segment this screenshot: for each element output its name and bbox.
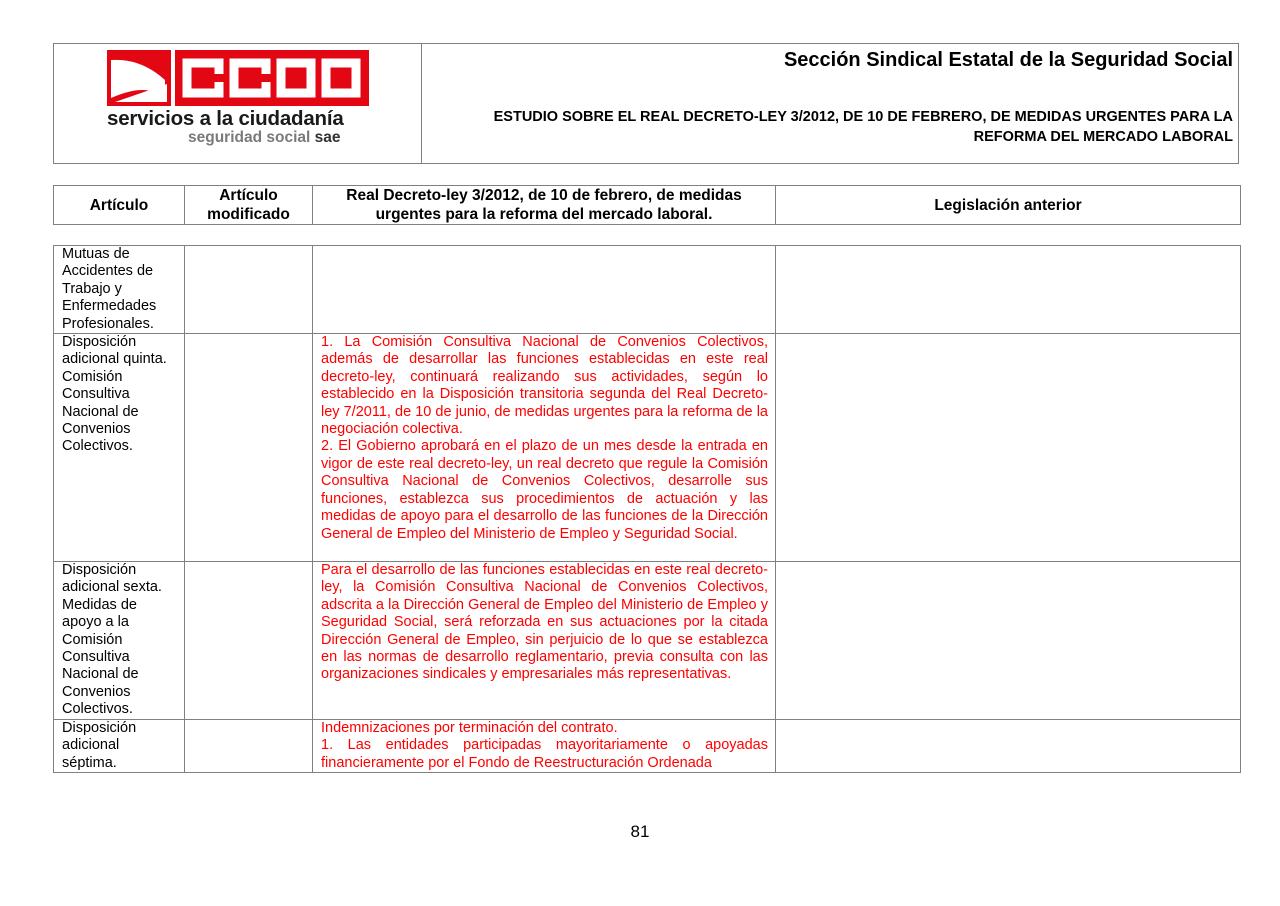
cell-modificado	[185, 720, 313, 773]
page-title: Sección Sindical Estatal de la Seguridad Social	[783, 49, 1233, 71]
page-number: 81	[630, 822, 650, 841]
paragraph: 1. Las entidades participadas mayoritariamente o apoyadas financieramente por el Fondo de Reestructuración Ordenada	[321, 737, 768, 771]
cell-articulo: Mutuas de Accidentes de Trabajo y Enfermedades Profesionales.	[54, 246, 185, 334]
logo-subtagline: seguridad social sae	[188, 129, 341, 146]
column-header-legislacion: Legislación anterior	[776, 186, 1241, 225]
cell-anterior	[776, 334, 1241, 562]
paragraph: Indemnizaciones por terminación del contrato.	[321, 720, 618, 737]
cell-articulo: Disposición adicional quinta. Comisión Consultiva Nacional de Convenios Colectivos.	[54, 334, 185, 562]
column-header-real-decreto: Real Decreto-ley 3/2012, de 10 de febrero, de medidas urgentes para la reforma del mercado laboral.	[313, 186, 776, 225]
cell-articulo: Disposición adicional séptima.	[54, 720, 185, 773]
header-title-area	[422, 44, 1238, 163]
logo-tagline: servicios a la ciudadanía	[107, 107, 344, 130]
cell-texto	[313, 562, 776, 720]
cell-texto	[313, 720, 776, 773]
cell-texto	[313, 246, 776, 334]
cell-articulo: Disposición adicional sexta. Medidas de apoyo a la Comisión Consultiva Nacional de Convenios Colectivos.	[54, 562, 185, 720]
paragraph: Para el desarrollo de las funciones establecidas en este real decreto-ley, la Comisión Consultiva Nacional de Convenios Colectivos, adscrita a la Dirección General de Empleo del Ministerio de Empleo y Seguridad Social, será reforzada en sus actuaciones por la citada Dirección General de Empleo, sin perjuicio de lo que se establezca en las normas de desarrollo reglamentario, previa consulta con las organizaciones sindicales y empresariales más representativas.	[321, 562, 768, 683]
table-row	[54, 246, 1241, 334]
table-row	[54, 334, 1241, 562]
cell-texto	[313, 334, 776, 562]
column-header-modificado: Artículo modificado	[185, 186, 313, 225]
table-row	[54, 562, 1241, 720]
column-header-articulo: Artículo	[54, 186, 185, 225]
cell-modificado	[185, 334, 313, 562]
document-header	[53, 43, 1239, 164]
ccoo-logo-icon	[107, 50, 369, 106]
cell-modificado	[185, 246, 313, 334]
table-row	[54, 720, 1241, 773]
cell-modificado	[185, 562, 313, 720]
paragraph: 1. La Comisión Consultiva Nacional de Convenios Colectivos, además de desarrollar las funciones establecidas en este real decreto-ley, continuará realizando sus actividades, según lo establecido en la Disposición transitoria segunda del Real Decreto-ley 7/2011, de 10 de junio, de medidas urgentes para la reforma de la negociación colectiva.	[321, 334, 768, 438]
logo-area	[54, 44, 422, 163]
cell-anterior	[776, 246, 1241, 334]
cell-anterior	[776, 562, 1241, 720]
page-subtitle: ESTUDIO SOBRE EL REAL DECRETO-LEY 3/2012, DE 10 DE FEBRERO, DE MEDIDAS URGENTES PARA LA REFORMA DEL MERCADO LABORAL	[493, 109, 1233, 145]
cell-anterior	[776, 720, 1241, 773]
column-header-table	[53, 185, 1241, 225]
paragraph: 2. El Gobierno aprobará en el plazo de un mes desde la entrada en vigor de este real decreto-ley, un real decreto que regule la Comisión Consultiva Nacional de Convenios Colectivos, desarrolle sus funciones, establezca sus procedimientos de actuación y las medidas de apoyo para el desarrollo de las funciones de la Dirección General de Empleo del Ministerio de Empleo y Seguridad Social.	[321, 438, 768, 542]
content-table	[53, 245, 1241, 773]
